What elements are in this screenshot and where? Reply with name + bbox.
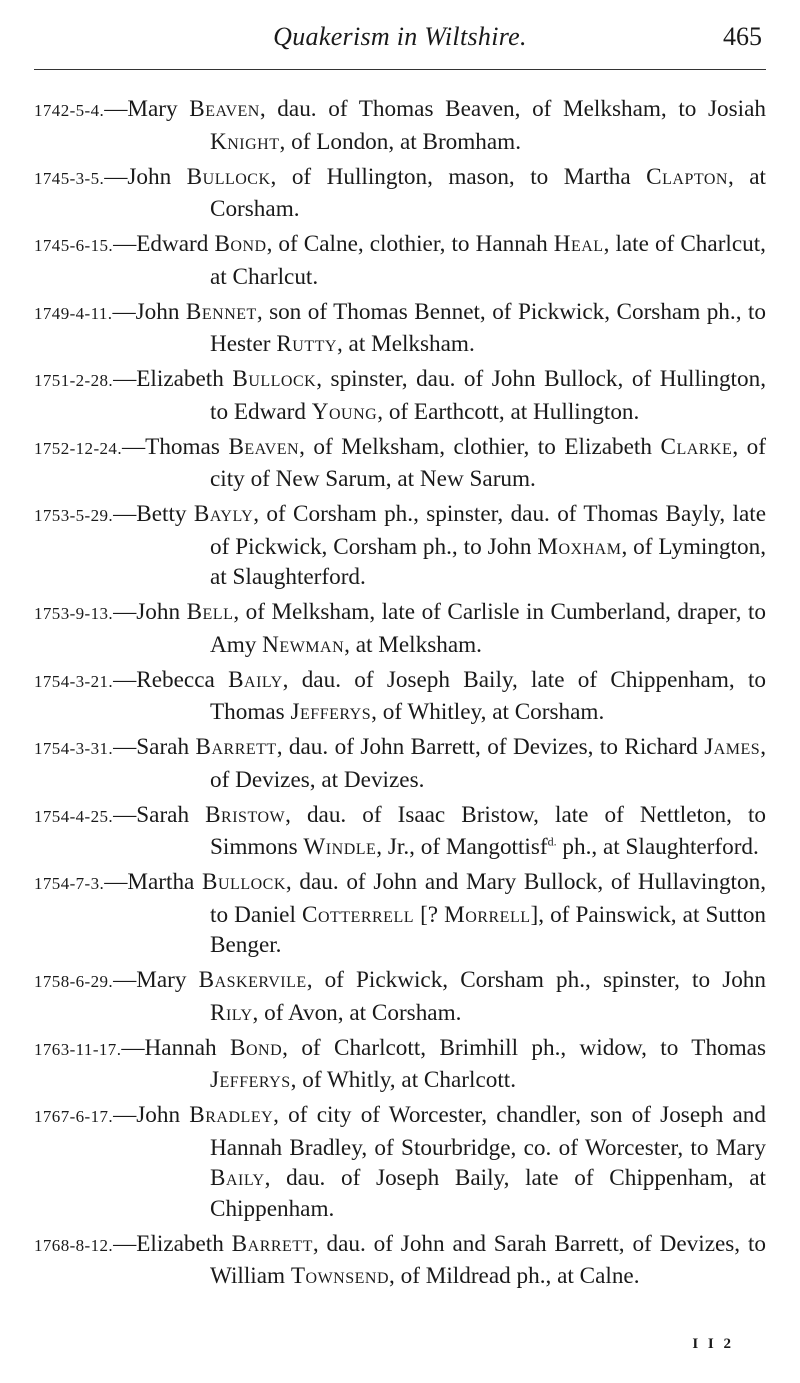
- running-title: Quakerism in Wiltshire.: [273, 22, 527, 51]
- entry-date: 1745-6-15.: [34, 236, 114, 255]
- entry-text: John: [136, 599, 187, 625]
- entry-dash: —: [113, 1230, 137, 1257]
- entry-text: , of Pickwick, Corsham ph., spinster, to John: [306, 967, 766, 993]
- entry-text: , dau. of John Barrett, of Devizes, to Richard: [276, 734, 705, 760]
- entry-dash: —: [113, 1102, 137, 1128]
- marriage-entry: [34, 800, 766, 863]
- entry-text: ], of Painswick, at Sutton Benger.: [210, 901, 767, 958]
- entry-text: , of Charlcott, Brimhill ph., widow, to Thomas: [282, 1034, 766, 1061]
- entry-text: , dau. of Thomas Beaven, of Melksham, to Josiah: [259, 96, 766, 122]
- entry-text: , Jr., of Mangottisf: [376, 834, 548, 860]
- running-head: [34, 22, 766, 58]
- marriage-entry: [34, 432, 766, 495]
- surname: Barrett: [231, 1230, 313, 1257]
- entry-text: , at Corsham.: [210, 163, 766, 222]
- entry-text: , son of Thomas Bennet, of Pickwick, Corsham ph., to Hester: [210, 298, 766, 357]
- entry-text: , of Lymington, at Slaughterford.: [210, 533, 766, 590]
- entry-date: 1749-4-11.: [34, 303, 113, 323]
- entry-dash: —: [121, 433, 146, 460]
- surname: Bond: [230, 1034, 283, 1061]
- header-rule: [34, 69, 766, 70]
- surname: Bradley: [189, 1102, 274, 1128]
- entry-dash: —: [113, 666, 137, 693]
- entry-text: Martha: [127, 869, 203, 895]
- surname: Baily: [228, 666, 283, 693]
- surname: Bell: [186, 599, 234, 625]
- entry-text: , of Devizes, at Devizes.: [210, 734, 766, 793]
- entry-date: 1754-4-25.: [34, 806, 114, 826]
- surname: Bullock: [186, 163, 271, 190]
- entry-text: John: [135, 298, 186, 325]
- entry-text: ph., at Slaughterford.: [556, 834, 759, 860]
- surname: Morrell: [444, 901, 531, 928]
- marriage-entries-list: [34, 94, 766, 1296]
- surname: Jefferys: [290, 699, 372, 725]
- entry-dash: —: [113, 231, 137, 257]
- superscript-abbrev: d.: [547, 834, 557, 849]
- surname: Bennet: [185, 298, 257, 325]
- entry-date: 1753-5-29.: [34, 506, 114, 525]
- entry-dash: —: [104, 163, 128, 190]
- entry-text: , dau. of John and Mary Bullock, of Hullavington, to Daniel: [210, 869, 766, 928]
- marriage-entry: [34, 297, 766, 360]
- surname: Bond: [214, 231, 267, 257]
- entry-dash: —: [104, 869, 128, 895]
- entry-date: 1753-9-13.: [34, 604, 114, 623]
- entry-text: , at Melksham.: [336, 331, 475, 357]
- surname: Bayly: [193, 501, 254, 527]
- marriage-entry: [34, 867, 766, 961]
- entry-date: 1751-2-28.: [34, 371, 114, 390]
- marriage-entry: [34, 229, 766, 292]
- surname: Clapton: [646, 163, 728, 190]
- entry-text: John: [136, 1102, 190, 1128]
- entry-date: 1767-6-17.: [34, 1107, 114, 1126]
- entry-text: Mary: [127, 96, 190, 122]
- entry-date: 1754-7-3.: [34, 874, 105, 893]
- surname: Clarke: [660, 433, 733, 460]
- entry-text: Thomas: [145, 433, 229, 460]
- surname: Baskervile: [198, 967, 307, 993]
- entry-text: , of London, at Bromham.: [279, 128, 522, 155]
- entry-text: , of Earthcott, at Hullington.: [377, 398, 640, 425]
- entry-text: Elizabeth: [136, 1230, 232, 1257]
- entry-text: , dau. of John and Sarah Barrett, of Devizes, to William: [210, 1230, 766, 1289]
- marriage-entry: [34, 597, 766, 660]
- surname: Windle: [303, 834, 377, 860]
- entry-text: Elizabeth: [136, 366, 233, 392]
- marriage-entry: [34, 1100, 766, 1224]
- entry-text: , dau. of Joseph Baily, late of Chippenham, at Chippenham.: [210, 1165, 766, 1222]
- entry-text: , of Melksham, late of Carlisle in Cumberland, draper, to Amy: [210, 599, 766, 658]
- page-number: 465: [723, 22, 762, 51]
- surname: Cotterrell: [301, 901, 414, 928]
- entry-text: , spinster, dau. of John Bullock, of Hullington, to Edward: [210, 366, 766, 425]
- entry-text: , late of Charlcut, at Charlcut.: [210, 231, 766, 290]
- surname: Rutty: [276, 331, 337, 357]
- marriage-entry: [34, 1033, 766, 1096]
- entry-text: Hannah: [144, 1034, 231, 1061]
- surname: Bristow: [205, 801, 286, 828]
- entry-text: , of Melksham, clothier, to Elizabeth: [299, 433, 661, 460]
- marriage-entry: [34, 665, 766, 728]
- entry-text: [?: [414, 901, 445, 928]
- entry-text: , of Whitly, at Charlcott.: [290, 1067, 517, 1093]
- signature-mark: I I 2: [692, 1336, 734, 1352]
- entry-dash: —: [113, 801, 137, 828]
- surname: Barrett: [195, 734, 277, 760]
- entry-dash: —: [113, 967, 137, 993]
- entry-dash: —: [113, 501, 137, 527]
- entry-text: , of city of Worcester, chandler, son of Joseph and Hannah Bradley, of Stourbridge, co. of Worcester, to Mary: [210, 1102, 766, 1161]
- entry-dash: —: [113, 366, 137, 392]
- surname: Heal: [553, 231, 604, 257]
- entry-date: 1754-3-21.: [34, 671, 114, 691]
- marriage-entry: [34, 732, 766, 795]
- entry-date: 1763-11-17.: [34, 1039, 122, 1059]
- entry-text: , of Whitley, at Corsham.: [371, 699, 605, 725]
- marriage-entry: [34, 499, 766, 593]
- entry-text: Betty: [136, 501, 194, 527]
- entry-text: Edward: [136, 231, 215, 257]
- marriage-entry: [34, 162, 766, 225]
- surname: Beaven: [189, 96, 260, 122]
- surname: Moxham: [537, 533, 622, 560]
- entry-dash: —: [113, 734, 137, 760]
- entry-text: , of Avon, at Corsham.: [252, 999, 462, 1026]
- entry-dash: —: [121, 1034, 145, 1061]
- entry-text: Rebecca: [136, 666, 229, 693]
- entry-date: 1745-3-5.: [34, 168, 105, 188]
- entry-dash: —: [113, 599, 137, 625]
- entry-date: 1768-8-12.: [34, 1235, 114, 1255]
- entry-text: Sarah: [136, 734, 196, 760]
- surname: Bullock: [232, 366, 317, 392]
- entry-text: , dau. of Isaac Bristow, late of Nettleton, to Simmons: [210, 801, 766, 860]
- surname: Baily: [210, 1165, 265, 1191]
- entry-date: 1742-5-4.: [34, 101, 105, 120]
- entry-date: 1758-6-29.: [34, 972, 114, 991]
- entry-date: 1752-12-24.: [34, 438, 122, 458]
- surname: Townsend: [290, 1263, 390, 1289]
- entry-text: , of Hullington, mason, to Martha: [270, 163, 647, 190]
- marriage-entry: [34, 94, 766, 157]
- entry-text: Sarah: [136, 801, 206, 828]
- entry-dash: —: [112, 298, 136, 325]
- surname: James: [704, 734, 761, 760]
- surname: Newman: [262, 631, 345, 658]
- entry-text: Mary: [136, 967, 199, 993]
- entry-text: , at Melksham.: [344, 631, 482, 658]
- entry-date: 1754-3-31.: [34, 739, 114, 758]
- surname: Young: [311, 398, 378, 425]
- marriage-entry: [34, 1229, 766, 1292]
- surname: Knight: [210, 128, 280, 155]
- surname: Jefferys: [210, 1067, 291, 1093]
- surname: Rily: [210, 999, 253, 1026]
- marriage-entry: [34, 364, 766, 427]
- entry-text: , dau. of Joseph Baily, late of Chippenham, to Thomas: [210, 666, 766, 725]
- entry-text: , of city of New Sarum, at New Sarum.: [210, 433, 766, 492]
- entry-dash: —: [104, 96, 128, 122]
- surname: Beaven: [228, 433, 300, 460]
- entry-text: , of Mildread ph., at Calne.: [389, 1263, 640, 1289]
- entry-text: , of Corsham ph., spinster, dau. of Thomas Bayly, late of Pickwick, Corsham ph., to John: [210, 501, 766, 560]
- entry-text: John: [127, 163, 187, 190]
- entry-text: , of Calne, clothier, to Hannah: [266, 231, 554, 257]
- marriage-entry: [34, 965, 766, 1028]
- surname: Bullock: [202, 869, 286, 895]
